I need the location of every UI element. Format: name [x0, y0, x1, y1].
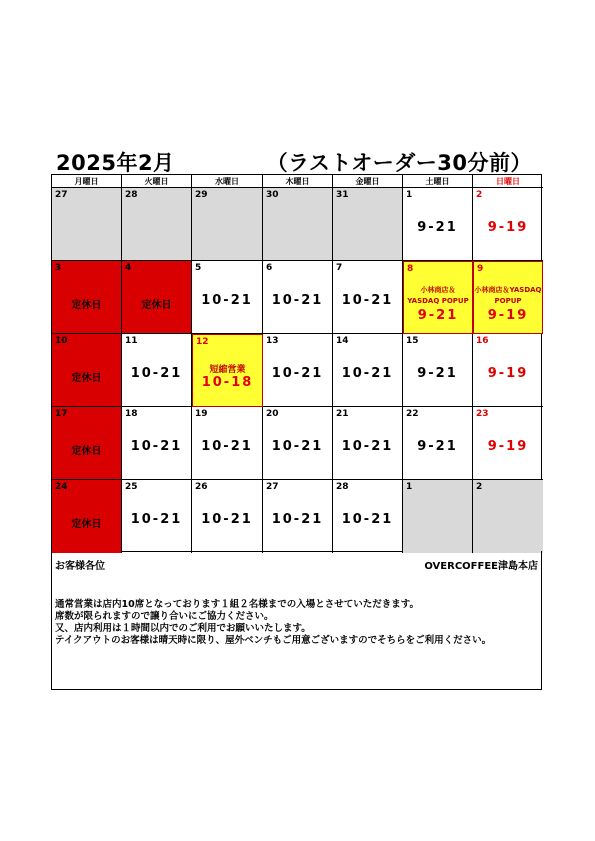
day-cell [333, 334, 403, 407]
greeting: お客様各位 [55, 561, 105, 572]
day-number: 28 [125, 190, 138, 200]
last-order-note: （ラストオーダー30分前） [266, 151, 533, 175]
notice-body [55, 599, 538, 647]
event-note: 小林商店＆YASDAQ POPUP [474, 286, 542, 305]
day-cell [192, 407, 263, 480]
day-number: 22 [406, 409, 419, 419]
day-number: 18 [125, 409, 138, 419]
day-cell [52, 407, 122, 480]
day-number: 1 [406, 482, 413, 492]
hours: 10-18 [201, 375, 254, 390]
hours: 9-21 [417, 366, 458, 381]
hours: 10-21 [130, 366, 183, 381]
day-number: 14 [336, 336, 349, 346]
day-number: 31 [336, 190, 349, 200]
day-number: 6 [266, 263, 273, 273]
day-cell [52, 188, 122, 261]
day-cell [473, 188, 543, 261]
day-number: 8 [407, 264, 414, 274]
day-number: 12 [196, 337, 209, 347]
day-number: 5 [195, 263, 202, 273]
day-cell [263, 261, 333, 334]
closed-label: 定休日 [71, 446, 102, 457]
hours: 10-21 [130, 512, 183, 527]
day-cell [333, 188, 403, 261]
hours: 10-21 [271, 366, 324, 381]
hours: 9-19 [487, 366, 529, 381]
hours: 9-19 [487, 308, 529, 323]
notice-line: テイクアウトのお客様は晴天時に限り、屋外ベンチもご用意ございますのでそちらをご利用ください。 [55, 635, 492, 646]
hours: 9-19 [487, 220, 529, 235]
day-number: 19 [195, 409, 208, 419]
month-title: 2025年2月 [56, 151, 175, 175]
event-note: 小林商店＆ YASDAQ POPUP [407, 286, 469, 305]
day-number: 29 [195, 190, 208, 200]
day-cell [52, 480, 122, 553]
hours: 10-21 [201, 293, 253, 308]
weekday-header: 金曜日 [333, 175, 403, 188]
day-number: 30 [266, 190, 279, 200]
hours: 10-21 [271, 293, 324, 308]
notice-line: 又、店内利用は１時間以内でのご利用でお願いいたします。 [55, 623, 311, 634]
hours: 10-21 [130, 439, 183, 454]
weekday-header: 火曜日 [122, 175, 192, 188]
notice-line: 通常営業は店内10席となっております１組２名様までの入場とさせていただきます。 [55, 599, 419, 610]
day-number: 24 [55, 482, 68, 492]
day-cell [403, 188, 473, 261]
closed-label: 定休日 [71, 373, 102, 384]
day-number: 7 [336, 263, 343, 273]
weekday-header: 月曜日 [52, 175, 122, 188]
calendar-grid [51, 174, 542, 552]
weekday-header: 木曜日 [263, 175, 333, 188]
day-cell [473, 407, 543, 480]
day-cell [52, 261, 122, 334]
day-cell [333, 261, 403, 334]
day-number: 27 [55, 190, 68, 200]
day-cell [122, 188, 192, 261]
hours: 10-21 [201, 439, 253, 454]
day-number: 27 [266, 482, 279, 492]
day-cell [263, 334, 333, 407]
hours: 10-21 [341, 439, 394, 454]
day-number: 16 [476, 336, 489, 346]
day-number: 20 [266, 409, 279, 419]
day-cell [122, 407, 192, 480]
hours: 9-21 [417, 308, 459, 323]
day-number: 9 [477, 264, 484, 274]
day-number: 26 [195, 482, 208, 492]
day-number: 2 [476, 482, 483, 492]
day-number: 11 [125, 336, 138, 346]
closed-label: 定休日 [141, 300, 172, 311]
day-number: 3 [55, 263, 62, 273]
day-cell [473, 480, 543, 553]
day-cell [403, 480, 473, 553]
weekday-header: 日曜日 [473, 175, 543, 188]
day-cell [263, 480, 333, 553]
day-cell [192, 480, 263, 553]
day-cell [473, 261, 543, 334]
calendar-title [56, 147, 532, 177]
day-cell [192, 188, 263, 261]
day-cell [403, 334, 473, 407]
day-number: 10 [55, 336, 68, 346]
day-number: 1 [406, 190, 413, 200]
day-cell [333, 480, 403, 553]
day-number: 4 [125, 263, 132, 273]
weekday-header: 水曜日 [192, 175, 263, 188]
day-cell [333, 407, 403, 480]
day-number: 13 [266, 336, 279, 346]
day-cell [263, 188, 333, 261]
hours: 10-21 [341, 366, 394, 381]
day-cell [122, 334, 192, 407]
closed-label: 定休日 [71, 300, 102, 311]
day-cell [263, 407, 333, 480]
hours: 10-21 [341, 512, 394, 527]
day-cell [403, 407, 473, 480]
day-number: 25 [125, 482, 138, 492]
hours: 10-21 [201, 512, 253, 527]
notice-line: 席数が限られますので譲り合いにご協力ください。 [55, 611, 274, 622]
hours: 9-19 [487, 439, 529, 454]
day-number: 15 [406, 336, 419, 346]
weekday-header: 土曜日 [403, 175, 473, 188]
hours: 9-21 [417, 439, 458, 454]
day-cell [192, 261, 263, 334]
day-number: 2 [476, 190, 483, 200]
store-name: OVERCOFFEE津島本店 [424, 561, 538, 572]
day-cell [403, 261, 473, 334]
hours: 10-21 [341, 293, 394, 308]
hours: 10-21 [271, 512, 324, 527]
day-cell [122, 261, 192, 334]
day-number: 17 [55, 409, 68, 419]
day-cell [473, 334, 543, 407]
day-cell [192, 334, 263, 407]
special-label: 短縮営業 [209, 365, 246, 375]
hours: 9-21 [417, 220, 458, 235]
day-number: 23 [476, 409, 489, 419]
closed-label: 定休日 [71, 519, 102, 530]
day-cell [52, 334, 122, 407]
day-cell [122, 480, 192, 553]
day-number: 28 [336, 482, 349, 492]
notice-box [51, 551, 542, 690]
hours: 10-21 [271, 439, 324, 454]
day-number: 21 [336, 409, 349, 419]
